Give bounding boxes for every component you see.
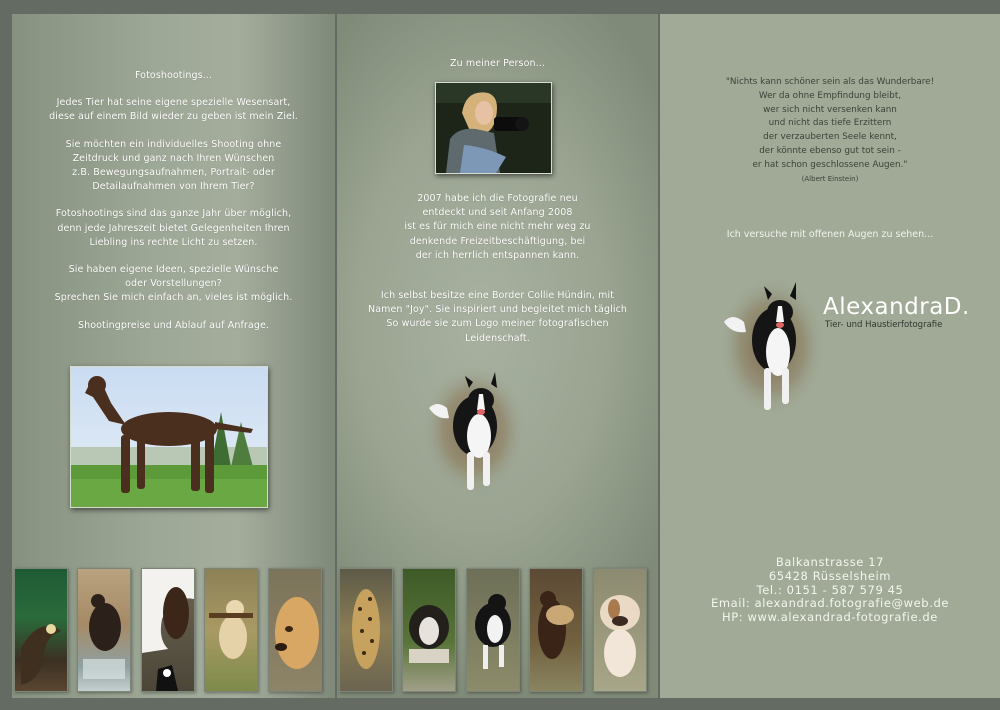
border-collie-running-thumbnail <box>466 568 520 692</box>
quote-line: "Nichts kann schöner sein als das Wunderbare! <box>725 77 935 87</box>
shooting-paragraph: Sie haben eigene Ideen, spezielle Wünsche oder Vorstellungen? Sprechen Sie mich einfach an, vieles ist möglich. <box>54 264 293 304</box>
labrador-with-stick-thumbnail <box>204 568 258 692</box>
shooting-paragraph: Jedes Tier hat seine eigene spezielle Wesensart, diese auf einem Bild wieder zu geben ist mein Ziel. <box>49 97 298 123</box>
dog-retrieving-duck-thumbnail <box>529 568 583 692</box>
eagle-thumbnail <box>14 568 68 692</box>
brand-logo <box>823 294 970 330</box>
photographer-portrait <box>435 82 552 174</box>
border-collie-paragraph: Ich selbst besitze eine Border Collie Hündin, mit Namen "Joy". Sie inspiriert und begleitet mich täglich So wurde sie zum Logo meiner fotografischen Leidenschaft. <box>367 290 628 344</box>
left-panel <box>12 14 335 698</box>
dog-in-water-thumbnail <box>77 568 131 692</box>
shooting-text <box>22 69 325 346</box>
logo-dog-vignette <box>716 270 828 420</box>
about-paragraph: 2007 habe ich die Fotografie neu entdeckt und seit Anfang 2008 ist es für mich eine nicht mehr weg zu denkende Freizeitbeschäftigung, bei der ich herrlich entspannen kann. <box>404 193 591 261</box>
contact-block <box>660 556 1000 625</box>
quote-line: und nicht das tiefe Erzittern <box>768 118 892 129</box>
horse-and-dog-thumbnail <box>141 568 195 692</box>
leopard-thumbnail <box>339 568 393 692</box>
about-heading: Zu meiner Person... <box>450 58 545 69</box>
labrador-photo <box>70 366 268 508</box>
middle-thumbnail-strip <box>337 568 658 692</box>
shooting-paragraph: Shootingpreise und Ablauf auf Anfrage. <box>77 319 270 331</box>
shooting-paragraph: Sie möchten ein individuelles Shooting ohne Zeitdruck und ganz nach Ihren Wünschen z.B. Bewegungsaufnahmen, Portrait- oder Detailaufnahmen von Ihrem Tier? <box>65 138 282 193</box>
quote-line: Wer da ohne Empfindung bleibt, <box>758 90 902 101</box>
quote-line: wer sich nicht versenken kann <box>763 104 897 115</box>
bearded-collie-thumbnail <box>402 568 456 692</box>
quote-line: der könnte ebenso gut tot sein - <box>759 145 901 156</box>
logo-name: AlexandraD. <box>823 294 970 320</box>
golden-retriever-thumbnail <box>268 568 322 692</box>
left-thumbnail-strip <box>12 568 335 692</box>
right-panel <box>660 14 1000 698</box>
contact-website[interactable]: HP: www.alexandrad-fotografie.de <box>722 610 938 625</box>
middle-panel <box>337 14 658 698</box>
contact-phone: Tel.: 0151 - 587 579 45 <box>756 582 904 597</box>
about-text <box>347 192 648 359</box>
border-collie-vignette <box>419 360 529 500</box>
quote-line: er hat schon geschlossene Augen." <box>752 159 908 170</box>
contact-email[interactable]: Email: alexandrad.fotografie@web.de <box>710 596 950 611</box>
quote-line: der verzauberten Seele kennt, <box>763 132 897 143</box>
logo-subtitle: Tier- und Haustierfotografie <box>825 320 943 330</box>
shooting-heading: Fotoshootings... <box>134 70 213 81</box>
bulldog-thumbnail <box>593 568 647 692</box>
contact-city: 65428 Rüsselsheim <box>768 568 892 583</box>
shooting-paragraph: Fotoshootings sind das ganze Jahr über möglich, denn jede Jahreszeit bietet Gelegenheiten Ihren Liebling ins rechte Licht zu setzen. <box>55 208 292 248</box>
contact-street: Balkanstrasse 17 <box>775 555 885 569</box>
quote-author: (Albert Einstein) <box>801 174 859 183</box>
einstein-quote <box>700 76 960 186</box>
motto: Ich versuche mit offenen Augen zu sehen... <box>726 229 934 240</box>
